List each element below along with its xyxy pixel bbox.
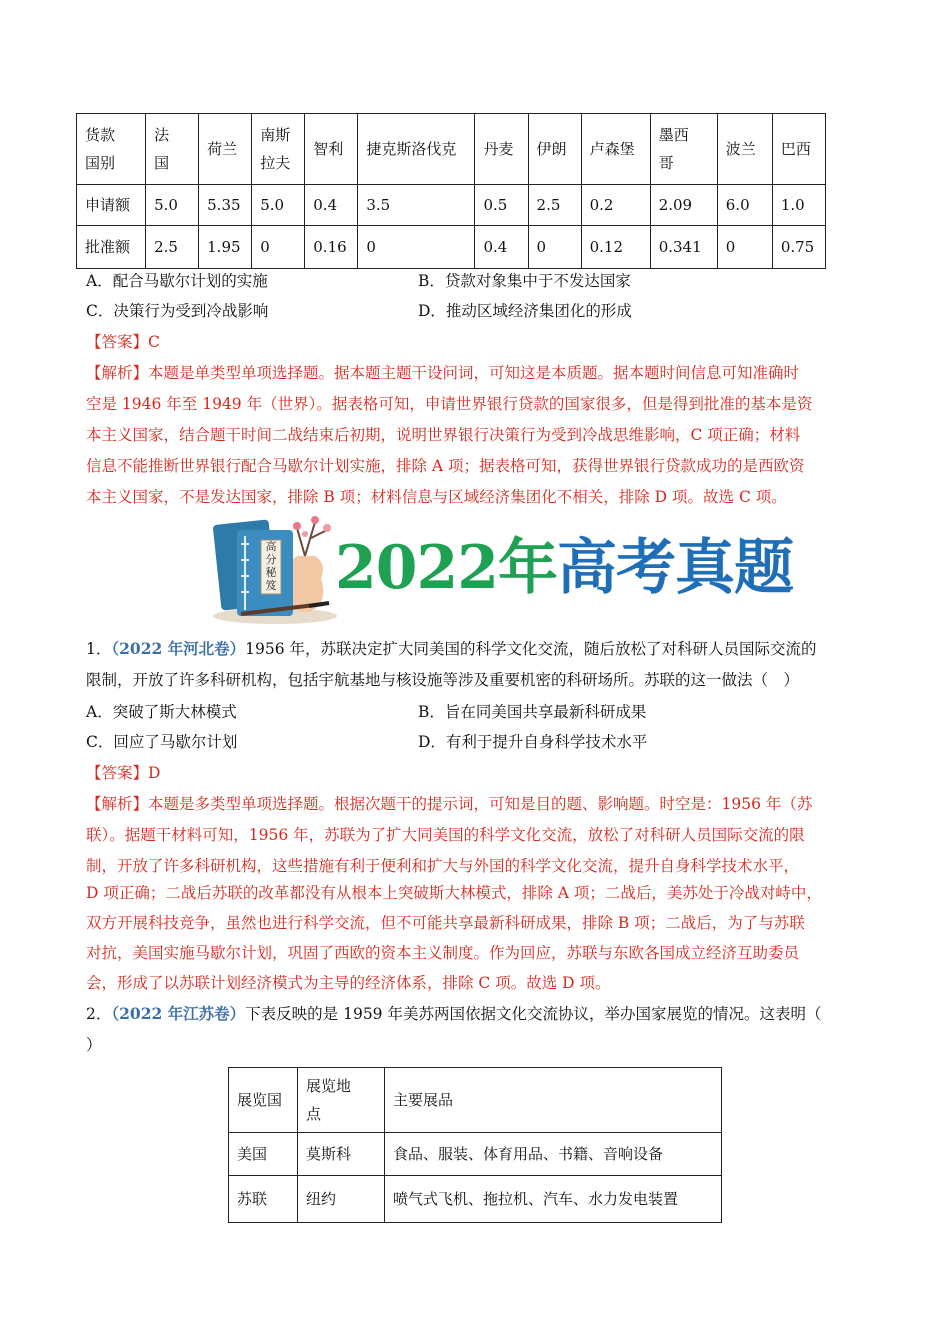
section-banner-title (335, 530, 793, 606)
analysis-line: 【解析】本题是单类型单项选择题。据本题主题干设问词，可知这是本质题。据本题时间信息可知准确时 (86, 364, 800, 382)
table-cell: 2.09 (650, 185, 717, 226)
analysis-line: D 项正确；二战后苏联的改革都没有从根本上突破斯大林模式，排除 A 项；二战后，美苏处于冷战对峙中， (86, 884, 822, 902)
table-row (229, 1176, 722, 1223)
table-cell: 2.5 (146, 226, 199, 269)
table-cell: 5.35 (199, 185, 252, 226)
table-cell: 0.2 (581, 185, 650, 226)
banner-year: 2022年 (335, 533, 557, 603)
table-cell: 丹麦 (475, 114, 528, 185)
option-b: B．贷款对象集中于不发达国家 (418, 272, 631, 290)
analysis-line: 本主义国家，不是发达国家，排除 B 项；材料信息与区域经济集团化不相关，排除 D 项。故选 C 项。 (86, 488, 787, 506)
question-source: （2022 年江苏卷） (111, 1004, 246, 1023)
table-cell: 食品、服装、体育用品、书籍、音响设备 (385, 1133, 722, 1176)
table-cell: 捷克斯洛伐克 (358, 114, 475, 185)
answer-label: 【答案】D (86, 764, 161, 782)
table-header-row (77, 114, 826, 185)
table-cell: 卢森堡 (581, 114, 650, 185)
question-1-stem (86, 634, 817, 664)
table-cell: 波兰 (717, 114, 772, 185)
question-source: （2022 年河北卷） (111, 639, 246, 658)
answer-label: 【答案】C (86, 333, 160, 351)
analysis-line: 空是 1946 年至 1949 年（世界）。据表格可知，申请世界银行贷款的国家很多，但是得到批准的基本是资 (86, 395, 813, 413)
table-cell: 0 (252, 226, 305, 269)
table-cell: 5.0 (146, 185, 199, 226)
option-c: C．决策行为受到冷战影响 (86, 302, 269, 320)
analysis-line: 双方开展科技竞争，虽然也进行科学交流，但不可能共享最新科研成果，排除 B 项；二战后，为了与苏联 (86, 914, 805, 932)
table-cell: 展览地 点 (298, 1068, 385, 1133)
question-number: 2． (86, 1005, 112, 1023)
exhibition-table (228, 1067, 722, 1223)
analysis-line: 信息不能推断世界银行配合马歇尔计划实施，排除 A 项；据表格可知，获得世界银行贷款成功的是西欧资 (86, 457, 805, 475)
table-cell: 1.95 (199, 226, 252, 269)
question-text: 1956 年，苏联决定扩大同美国的科学文化交流，随后放松了对科研人员国际交流的 (245, 640, 817, 658)
table-cell: 0.4 (475, 226, 528, 269)
table-cell: 2.5 (528, 185, 581, 226)
table-cell: 5.0 (252, 185, 305, 226)
option-d: D．有利于提升自身科学技术水平 (418, 733, 648, 751)
table-cell: 美国 (229, 1133, 298, 1176)
table-cell: 莫斯科 (298, 1133, 385, 1176)
table-cell: 纽约 (298, 1176, 385, 1223)
table-cell: 0.341 (650, 226, 717, 269)
table-cell: 伊朗 (528, 114, 581, 185)
option-a: A．配合马歇尔计划的实施 (86, 272, 268, 290)
table-cell: 6.0 (717, 185, 772, 226)
book-cover-text: 高分秘笈 (265, 540, 277, 592)
table-cell: 0.16 (305, 226, 358, 269)
analysis-line: 本主义国家，结合题干时间二战结束后初期，说明世界银行决策行为受到冷战思维影响，C 项正确；材料 (86, 426, 801, 444)
table-row (77, 185, 826, 226)
question-text: 下表反映的是 1959 年美苏两国依据文化交流协议，举办国家展览的情况。这表明（ (245, 1005, 822, 1023)
banner-title: 高考真题 (557, 533, 793, 603)
table-cell: 货款 国别 (77, 114, 146, 185)
table-cell: 0.4 (305, 185, 358, 226)
option-c: C．回应了马歇尔计划 (86, 733, 238, 751)
table-cell: 0 (358, 226, 475, 269)
table-cell: 苏联 (229, 1176, 298, 1223)
table-cell: 申请额 (77, 185, 146, 226)
loan-table (76, 113, 826, 269)
analysis-line: 会，形成了以苏联计划经济模式为主导的经济体系，排除 C 项。故选 D 项。 (86, 974, 611, 992)
table-cell: 智利 (305, 114, 358, 185)
analysis-line: 联）。据题干材料可知，1956 年，苏联为了扩大同美国的科学文化交流，放松了对科研人员国际交流的限 (86, 826, 805, 844)
table-cell: 0 (717, 226, 772, 269)
table-row (229, 1133, 722, 1176)
table-row (77, 226, 826, 269)
table-cell: 荷兰 (199, 114, 252, 185)
table-cell: 法 国 (146, 114, 199, 185)
question-number: 1． (86, 640, 112, 658)
table-cell: 0.12 (581, 226, 650, 269)
table-cell: 批准额 (77, 226, 146, 269)
question-text: ） (86, 1036, 102, 1054)
table-cell: 喷气式飞机、拖拉机、汽车、水力发电装置 (385, 1176, 722, 1223)
table-cell: 巴西 (772, 114, 825, 185)
table-cell: 0.75 (772, 226, 825, 269)
option-a: A．突破了斯大林模式 (86, 703, 237, 721)
option-b: B．旨在同美国共享最新科研成果 (418, 703, 647, 721)
table-cell: 主要展品 (385, 1068, 722, 1133)
table-header-row (229, 1068, 722, 1133)
question-text: 限制，开放了许多科研机构，包括宇航基地与核设施等涉及重要机密的科研场所。苏联的这一做法（ ） (86, 671, 800, 689)
analysis-line: 制，开放了许多科研机构，这些措施有利于便利和扩大与外国的科学文化交流，提升自身科学技术水平， (86, 857, 800, 875)
question-2-stem (86, 999, 821, 1029)
option-d: D．推动区域经济集团化的形成 (418, 302, 632, 320)
table-cell: 3.5 (358, 185, 475, 226)
table-cell: 墨西 哥 (650, 114, 717, 185)
table-cell: 0 (528, 226, 581, 269)
table-cell: 1.0 (772, 185, 825, 226)
table-cell: 0.5 (475, 185, 528, 226)
table-cell: 南斯 拉夫 (252, 114, 305, 185)
table-cell: 展览国 (229, 1068, 298, 1133)
analysis-line: 【解析】本题是多类型单项选择题。根据次题干的提示词，可知是目的题、影响题。时空是：1956 年（苏 (86, 795, 813, 813)
analysis-line: 对抗，美国实施马歇尔计划，巩固了西欧的资本主义制度。作为回应，苏联与东欧各国成立经济互助委员 (86, 944, 800, 962)
